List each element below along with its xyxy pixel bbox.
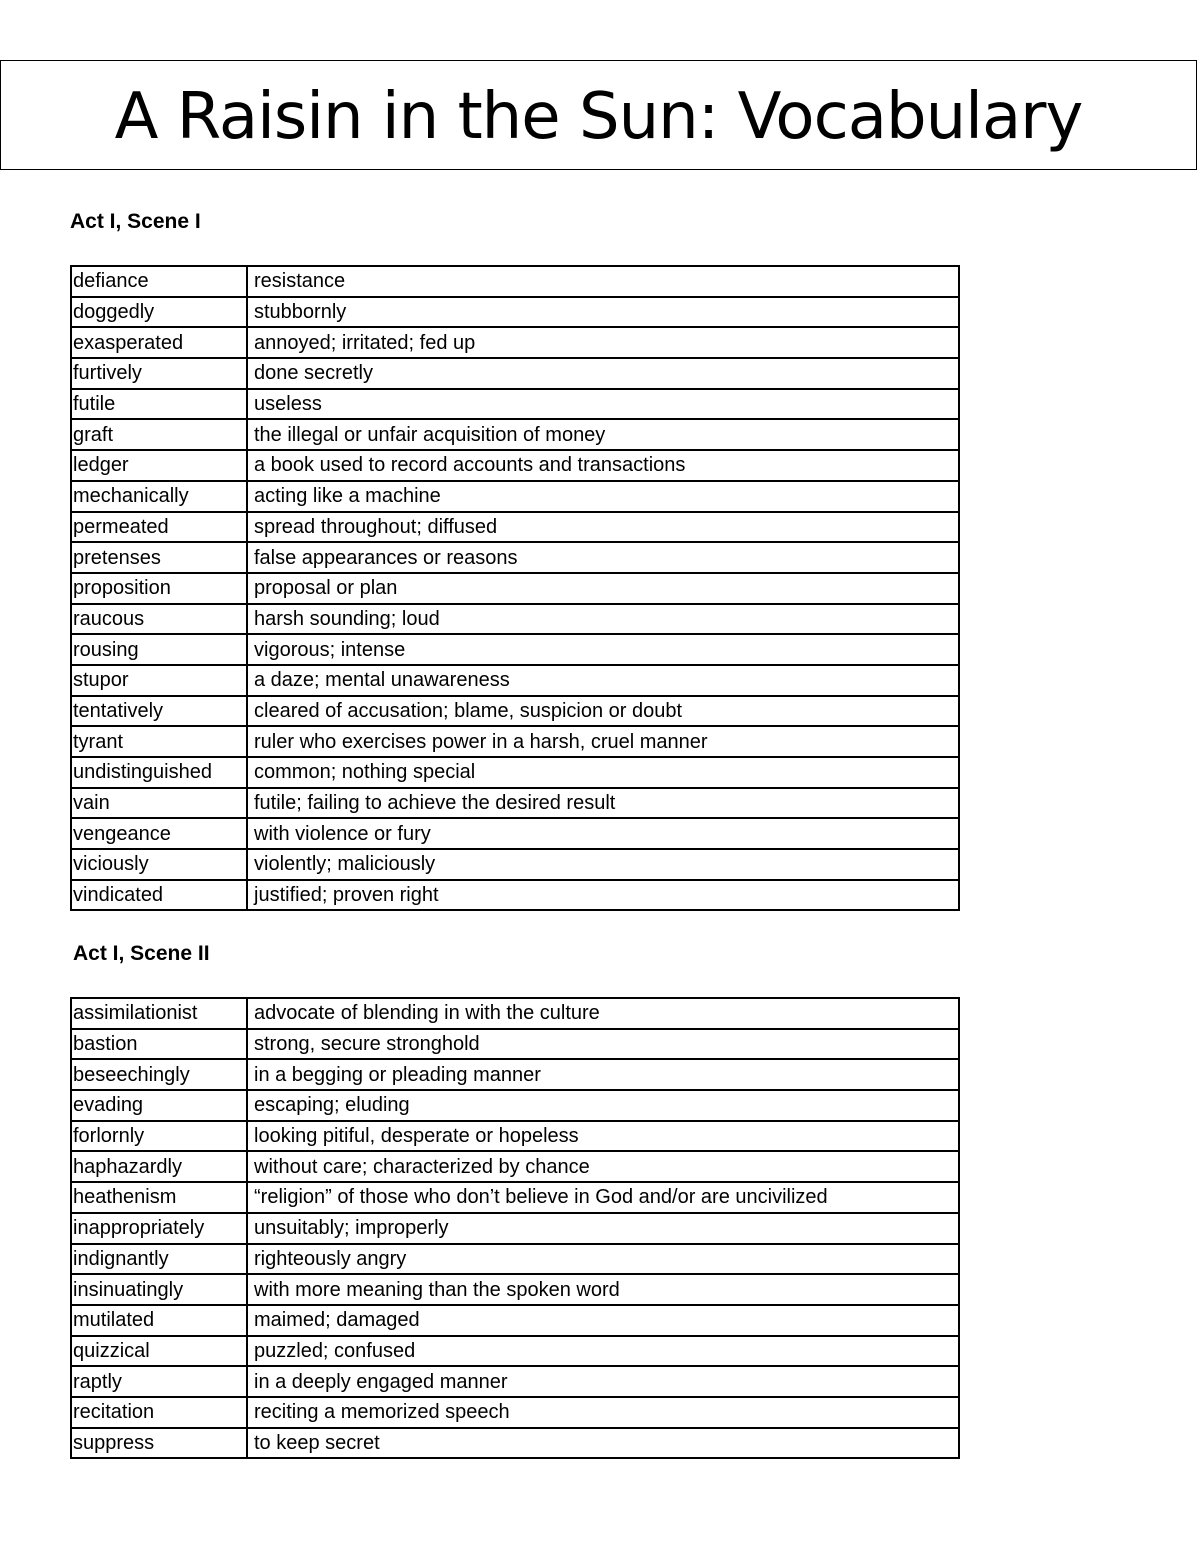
vocab-definition: justified; proven right xyxy=(247,880,959,911)
vocab-term: furtively xyxy=(71,358,247,389)
vocab-definition: ruler who exercises power in a harsh, cruel manner xyxy=(247,726,959,757)
vocab-definition: violently; maliciously xyxy=(247,849,959,880)
vocab-term: undistinguished xyxy=(71,757,247,788)
vocab-term: vain xyxy=(71,788,247,819)
vocab-definition: annoyed; irritated; fed up xyxy=(247,327,959,358)
table-row xyxy=(71,665,959,696)
vocab-definition: false appearances or reasons xyxy=(247,542,959,573)
vocab-term: vengeance xyxy=(71,818,247,849)
vocab-definition: unsuitably; improperly xyxy=(247,1213,959,1244)
vocab-definition: a daze; mental unawareness xyxy=(247,665,959,696)
table-row xyxy=(71,1305,959,1336)
table-row xyxy=(71,542,959,573)
vocab-definition: spread throughout; diffused xyxy=(247,512,959,543)
vocab-term: permeated xyxy=(71,512,247,543)
table-row xyxy=(71,849,959,880)
table-row xyxy=(71,696,959,727)
vocab-term: exasperated xyxy=(71,327,247,358)
vocab-definition: with more meaning than the spoken word xyxy=(247,1274,959,1305)
vocab-definition: escaping; eluding xyxy=(247,1090,959,1121)
table-row xyxy=(71,266,959,297)
table-row xyxy=(71,757,959,788)
table-row xyxy=(71,818,959,849)
vocab-definition: a book used to record accounts and transactions xyxy=(247,450,959,481)
vocab-term: insinuatingly xyxy=(71,1274,247,1305)
table-row xyxy=(71,481,959,512)
table-row xyxy=(71,604,959,635)
table-row xyxy=(71,788,959,819)
title-box xyxy=(0,60,1197,170)
vocab-term: beseechingly xyxy=(71,1059,247,1090)
vocab-term: defiance xyxy=(71,266,247,297)
vocab-definition: harsh sounding; loud xyxy=(247,604,959,635)
vocab-term: mutilated xyxy=(71,1305,247,1336)
vocab-term: mechanically xyxy=(71,481,247,512)
vocab-definition: stubbornly xyxy=(247,297,959,328)
vocab-definition: puzzled; confused xyxy=(247,1336,959,1367)
vocab-definition: looking pitiful, desperate or hopeless xyxy=(247,1121,959,1152)
vocab-definition: useless xyxy=(247,389,959,420)
table-row xyxy=(71,1090,959,1121)
table-row xyxy=(71,1121,959,1152)
table-row xyxy=(71,1366,959,1397)
vocab-definition: with violence or fury xyxy=(247,818,959,849)
vocab-term: raptly xyxy=(71,1366,247,1397)
vocab-definition: resistance xyxy=(247,266,959,297)
vocab-term: indignantly xyxy=(71,1244,247,1275)
vocab-term: quizzical xyxy=(71,1336,247,1367)
table-row xyxy=(71,358,959,389)
vocab-definition: maimed; damaged xyxy=(247,1305,959,1336)
table-row xyxy=(71,1274,959,1305)
vocab-definition: futile; failing to achieve the desired result xyxy=(247,788,959,819)
section-heading-act1-scene2: Act I, Scene II xyxy=(73,942,210,965)
table-row xyxy=(71,1397,959,1428)
table-row xyxy=(71,726,959,757)
vocab-term: heathenism xyxy=(71,1182,247,1213)
vocab-definition: in a deeply engaged manner xyxy=(247,1366,959,1397)
page-title: A Raisin in the Sun: Vocabulary xyxy=(114,80,1083,154)
vocab-term: graft xyxy=(71,419,247,450)
table-row xyxy=(71,1029,959,1060)
vocab-term: assimilationist xyxy=(71,998,247,1029)
vocab-term: doggedly xyxy=(71,297,247,328)
vocab-definition: righteously angry xyxy=(247,1244,959,1275)
table-row xyxy=(71,327,959,358)
vocab-term: ledger xyxy=(71,450,247,481)
vocab-term: pretenses xyxy=(71,542,247,573)
vocab-term: tentatively xyxy=(71,696,247,727)
section-heading-act1-scene1: Act I, Scene I xyxy=(70,210,201,233)
table-row xyxy=(71,1182,959,1213)
vocab-term: raucous xyxy=(71,604,247,635)
vocab-definition: done secretly xyxy=(247,358,959,389)
vocab-term: tyrant xyxy=(71,726,247,757)
table-row xyxy=(71,512,959,543)
table-row xyxy=(71,1336,959,1367)
vocab-term: recitation xyxy=(71,1397,247,1428)
vocab-definition: vigorous; intense xyxy=(247,634,959,665)
vocab-definition: proposal or plan xyxy=(247,573,959,604)
vocab-definition: “religion” of those who don’t believe in God and/or are uncivilized xyxy=(247,1182,959,1213)
vocab-term: rousing xyxy=(71,634,247,665)
vocab-definition: advocate of blending in with the culture xyxy=(247,998,959,1029)
vocab-term: haphazardly xyxy=(71,1151,247,1182)
vocab-definition: in a begging or pleading manner xyxy=(247,1059,959,1090)
table-row xyxy=(71,1059,959,1090)
table-row xyxy=(71,1428,959,1459)
vocab-definition: to keep secret xyxy=(247,1428,959,1459)
vocab-definition: acting like a machine xyxy=(247,481,959,512)
vocab-term: inappropriately xyxy=(71,1213,247,1244)
vocab-definition: reciting a memorized speech xyxy=(247,1397,959,1428)
vocab-term: suppress xyxy=(71,1428,247,1459)
vocabulary-table-act1-scene2 xyxy=(70,997,960,1459)
table-row xyxy=(71,1213,959,1244)
vocab-term: forlornly xyxy=(71,1121,247,1152)
table-row xyxy=(71,998,959,1029)
vocab-definition: common; nothing special xyxy=(247,757,959,788)
vocab-term: proposition xyxy=(71,573,247,604)
table-row xyxy=(71,573,959,604)
vocab-term: stupor xyxy=(71,665,247,696)
vocab-term: evading xyxy=(71,1090,247,1121)
vocab-definition: the illegal or unfair acquisition of money xyxy=(247,419,959,450)
vocab-definition: cleared of accusation; blame, suspicion or doubt xyxy=(247,696,959,727)
vocab-definition: strong, secure stronghold xyxy=(247,1029,959,1060)
vocab-term: futile xyxy=(71,389,247,420)
table-row xyxy=(71,389,959,420)
table-row xyxy=(71,450,959,481)
vocabulary-table-body xyxy=(71,266,959,910)
table-row xyxy=(71,419,959,450)
table-row xyxy=(71,880,959,911)
table-row xyxy=(71,1151,959,1182)
vocab-term: bastion xyxy=(71,1029,247,1060)
table-row xyxy=(71,1244,959,1275)
vocab-term: viciously xyxy=(71,849,247,880)
table-row xyxy=(71,634,959,665)
vocabulary-table-act1-scene1 xyxy=(70,265,960,911)
vocabulary-table-body xyxy=(71,998,959,1458)
vocab-term: vindicated xyxy=(71,880,247,911)
table-row xyxy=(71,297,959,328)
vocab-definition: without care; characterized by chance xyxy=(247,1151,959,1182)
